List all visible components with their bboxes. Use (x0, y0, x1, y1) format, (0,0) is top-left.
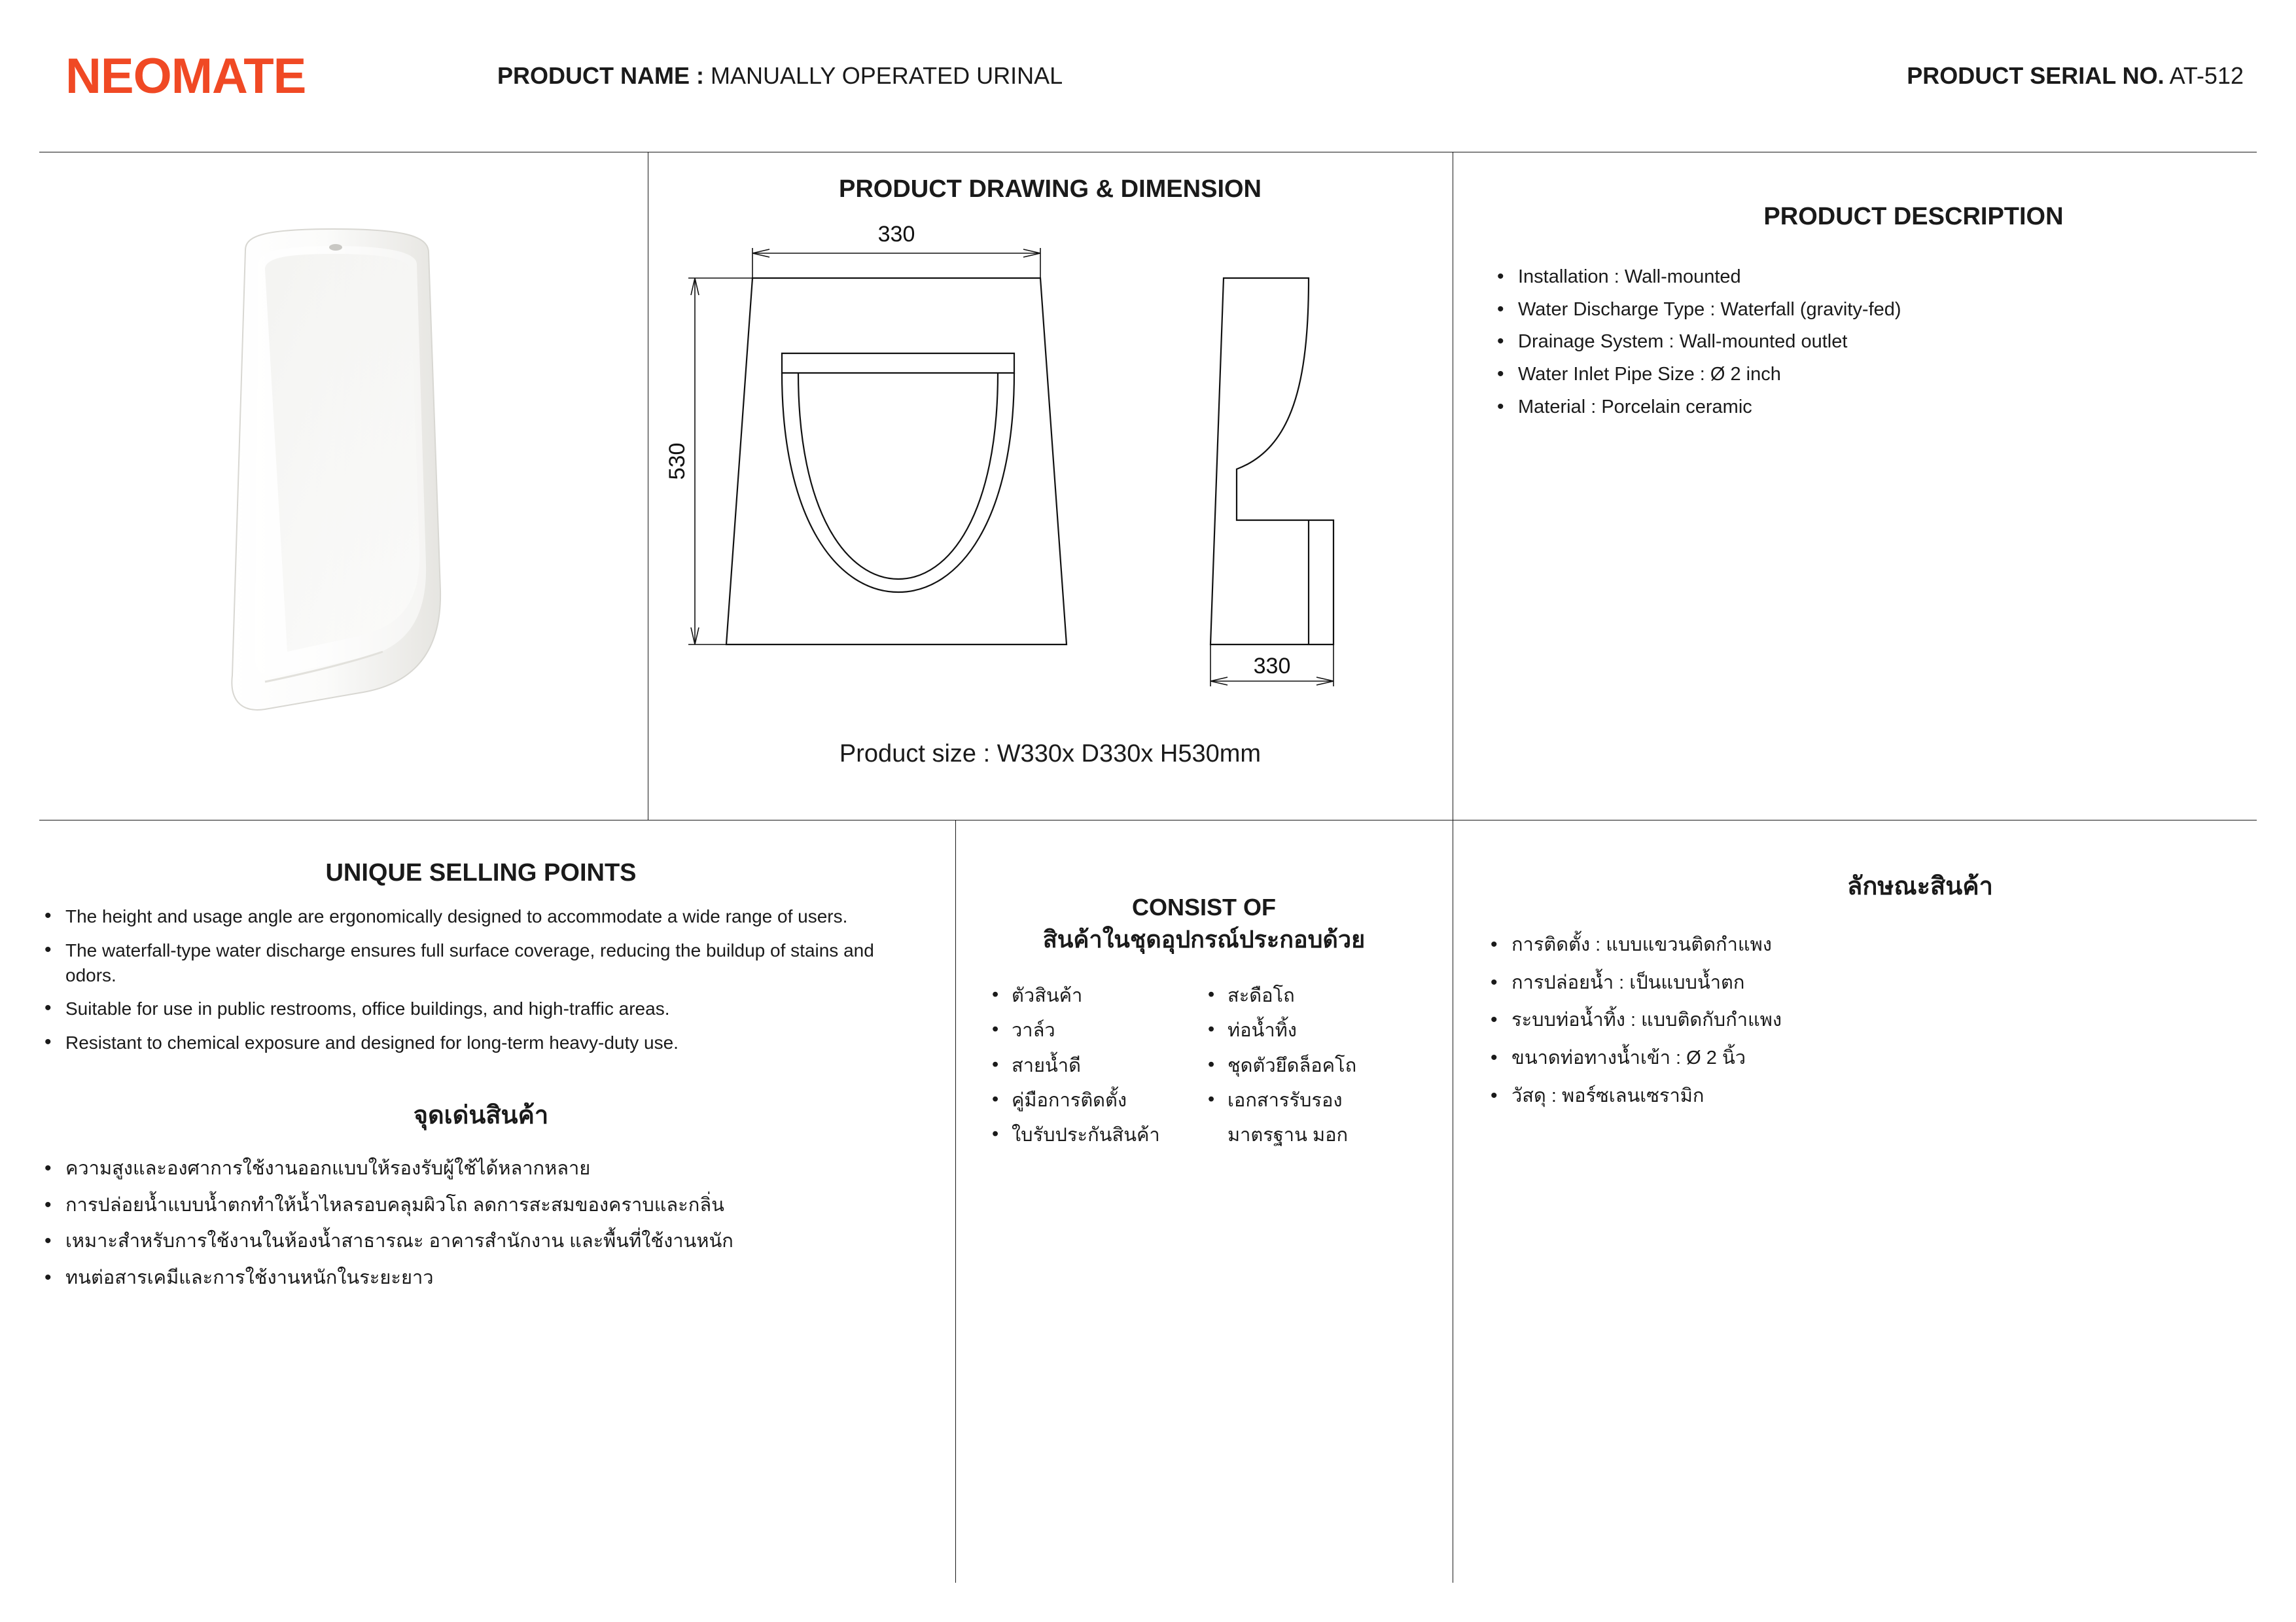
list-item: • สะดือโถ (1204, 984, 1420, 1008)
list-item: • ตัวสินค้า (988, 984, 1204, 1008)
drawing-cell (648, 152, 1453, 819)
dim-depth-label: 330 (1253, 654, 1291, 679)
consist-cell (955, 820, 1446, 1583)
list-item: • ท่อน้ำทิ้ง (1204, 1019, 1420, 1042)
list-item: • คู่มือการติดตั้ง (988, 1089, 1204, 1112)
drawing-svg (648, 213, 1453, 736)
features-cell (1446, 820, 2257, 1583)
usp-cell (39, 820, 955, 1583)
list-item: • ระบบท่อน้ำทิ้ง : แบบติดกับกำแพง (1485, 1008, 2257, 1033)
features-title: ลักษณะสินค้า (1847, 873, 1993, 900)
consist-title-th: สินค้าในชุดอุปกรณ์ประกอบด้วย (1042, 925, 1366, 953)
list-item: • Installation : Wall-mounted (1492, 265, 2257, 290)
list-item: • ใบรับประกันสินค้า (988, 1123, 1204, 1147)
product-photo (167, 224, 520, 747)
consist-title-en: CONSIST OF (1131, 894, 1276, 921)
list-item: • การติดตั้ง : แบบแขวนติดกำแพง (1485, 933, 2257, 958)
list-item: • การปล่อยน้ำแบบน้ำตกทำให้น้ำไหลรอบคลุมผิวโถ ลดการสะสมของคราบและกลิ่น (39, 1193, 923, 1218)
list-item: • เหมาะสำหรับการใช้งานในห้องน้ำสาธารณะ อาคารสำนักงาน และพื้นที่ใช้งานหนัก (39, 1229, 923, 1254)
list-item: • ขนาดท่อทางน้ำเข้า : Ø 2 นิ้ว (1485, 1046, 2257, 1071)
brand-logo: NEOMATE (65, 48, 306, 104)
list-item: • Water Inlet Pipe Size : Ø 2 inch (1492, 362, 2257, 387)
usp-title: UNIQUE SELLING POINTS (325, 859, 637, 887)
list-item: • ความสูงและองศาการใช้งานออกแบบให้รองรับผู้ใช้ได้หลากหลาย (39, 1157, 923, 1182)
list-item: • The waterfall-type water discharge ensures full surface coverage, reducing the buildup of stains and odors. (39, 938, 923, 988)
list-item: • วาล์ว (988, 1019, 1204, 1042)
product-serial-value: AT-512 (2169, 62, 2244, 89)
dim-width-label: 330 (877, 222, 915, 247)
consist-columns (988, 984, 1420, 1158)
usp-list-thai (39, 1157, 923, 1291)
description-list (1492, 265, 2257, 419)
list-item: • Resistant to chemical exposure and designed for long-term heavy-duty use. (39, 1031, 923, 1055)
usp-title-thai: จุดเด่นสินค้า (413, 1101, 549, 1129)
list-item: • ทนต่อสารเคมีและการใช้งานหนักในระยะยาว (39, 1266, 923, 1291)
urinal-photo-image (167, 224, 520, 747)
usp-list (39, 904, 923, 1055)
list-item: • Drainage System : Wall-mounted outlet (1492, 330, 2257, 355)
product-name-label: PRODUCT NAME : (497, 62, 704, 89)
product-name (497, 62, 1063, 90)
product-name-value: MANUALLY OPERATED URINAL (711, 62, 1063, 89)
list-item: • สายน้ำดี (988, 1054, 1204, 1078)
description-title: PRODUCT DESCRIPTION (1763, 203, 2064, 230)
product-photo-cell (39, 152, 648, 819)
technical-drawing (648, 213, 1453, 736)
list-item: • เอกสารรับรอง (1204, 1089, 1420, 1112)
drawing-title: PRODUCT DRAWING & DIMENSION (839, 175, 1262, 203)
page-header (39, 0, 2257, 152)
list-item: • The height and usage angle are ergonomically designed to accommodate a wide range of users. (39, 904, 923, 929)
features-list (1485, 933, 2257, 1108)
top-section (39, 152, 2257, 819)
list-item: • การปล่อยน้ำ : เป็นแบบน้ำตก (1485, 971, 2257, 996)
dim-height-label: 530 (665, 442, 690, 480)
bottom-section (39, 820, 2257, 1583)
product-size-text: Product size : W330x D330x H530mm (839, 740, 1262, 767)
product-serial (1907, 62, 2244, 90)
list-item: • ชุดตัวยึดล็อคโถ (1204, 1054, 1420, 1078)
list-item: • Water Discharge Type : Waterfall (gravity-fed) (1492, 298, 2257, 323)
consist-column-1 (988, 984, 1204, 1158)
list-item: • Material : Porcelain ceramic (1492, 395, 2257, 420)
consist-column-2 (1204, 984, 1420, 1158)
list-item: มาตรฐาน มอก (1227, 1125, 1349, 1146)
list-item: • Suitable for use in public restrooms, office buildings, and high-traffic areas. (39, 996, 923, 1021)
list-item: • วัสดุ : พอร์ซเลนเซรามิก (1485, 1084, 2257, 1109)
product-serial-label: PRODUCT SERIAL NO. (1907, 62, 2164, 89)
description-cell (1453, 152, 2257, 819)
